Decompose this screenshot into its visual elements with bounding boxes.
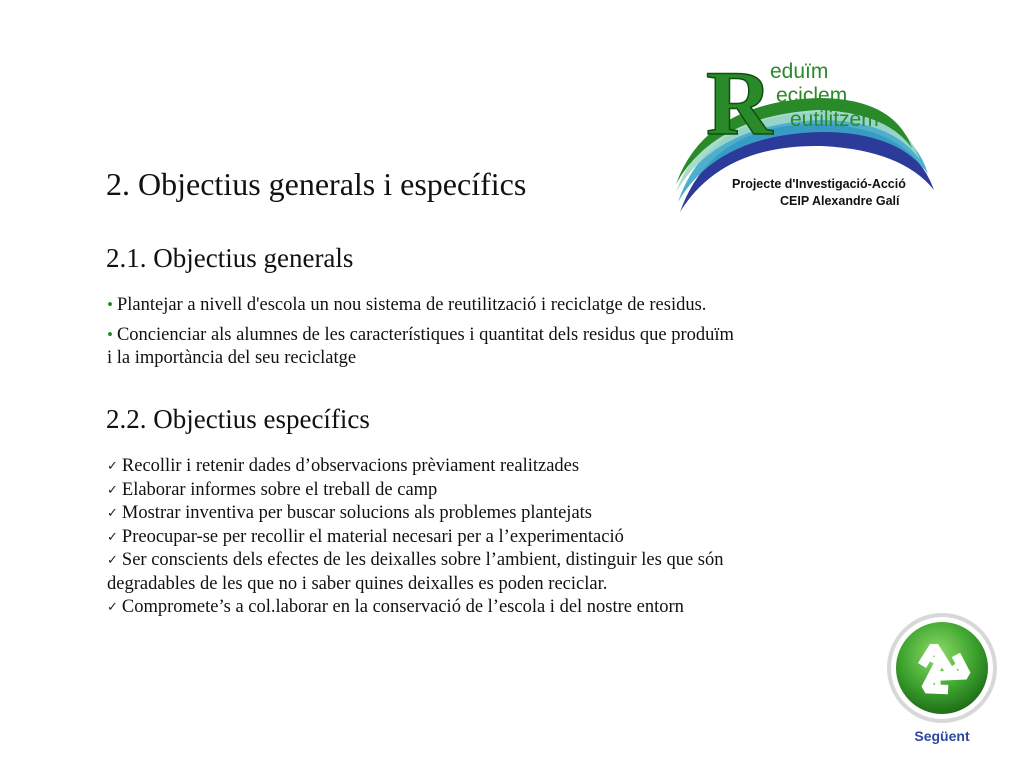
logo-subtitle-2: CEIP Alexandre Galí [780,194,900,208]
general-objectives-list [107,293,907,370]
next-button[interactable] [882,613,1002,748]
checkmark-icon: ✓ [107,481,118,497]
list-item: ✓ Elaborar informes sobre el treball de camp [107,479,438,500]
general-objectives-heading: 2.1. Objectius generals [106,243,354,273]
checkmark-icon: ✓ [107,552,118,567]
logo-big-letter: R [706,52,773,154]
list-item: • Concienciar als alumnes de les característiques i quantitat dels residus que produïm i la importància del seu reciclatge [107,325,734,368]
checkmark-icon: ✓ [107,458,118,473]
list-item: ✓ Preocupar-se per recollir el material necesari per a l’experimentació [107,526,624,547]
project-logo [672,52,942,222]
bullet-icon: • [107,295,113,314]
specific-objectives-heading: 2.2. Objectius específics [106,404,370,434]
checkmark-icon: ✓ [107,505,118,520]
logo-line-3: eutilitzem [790,108,879,131]
bullet-icon: • [107,325,113,344]
checkmark-icon: ✓ [107,528,118,544]
recycle-icon [882,613,1002,728]
list-item: • Plantejar a nivell d'escola un nou sistema de reutilització i reciclatge de residus. [107,295,707,315]
next-button-label[interactable]: Següent [914,728,970,744]
logo-line-2: eciclem [776,84,848,107]
checkmark-icon: ✓ [107,599,118,614]
specific-objectives-list [107,455,907,620]
list-item: ✓ Compromete’s a col.laborar en la conservació de l’escola i del nostre entorn [107,597,684,617]
page-title: 2. Objectius generals i específics [106,166,527,202]
list-item: ✓ Ser conscients dels efectes de les deixalles sobre l’ambient, distinguir les que són degradables de les que no i saber quines deixalles es poden reciclar. [107,550,724,594]
logo-subtitle-1: Projecte d'Investigació-Acció [732,177,906,191]
list-item: ✓ Mostrar inventiva per buscar solucions als problemes plantejats [107,503,592,523]
list-item: ✓ Recollir i retenir dades d’observacions prèviament realitzades [107,456,580,476]
logo-line-1: eduïm [770,60,829,83]
